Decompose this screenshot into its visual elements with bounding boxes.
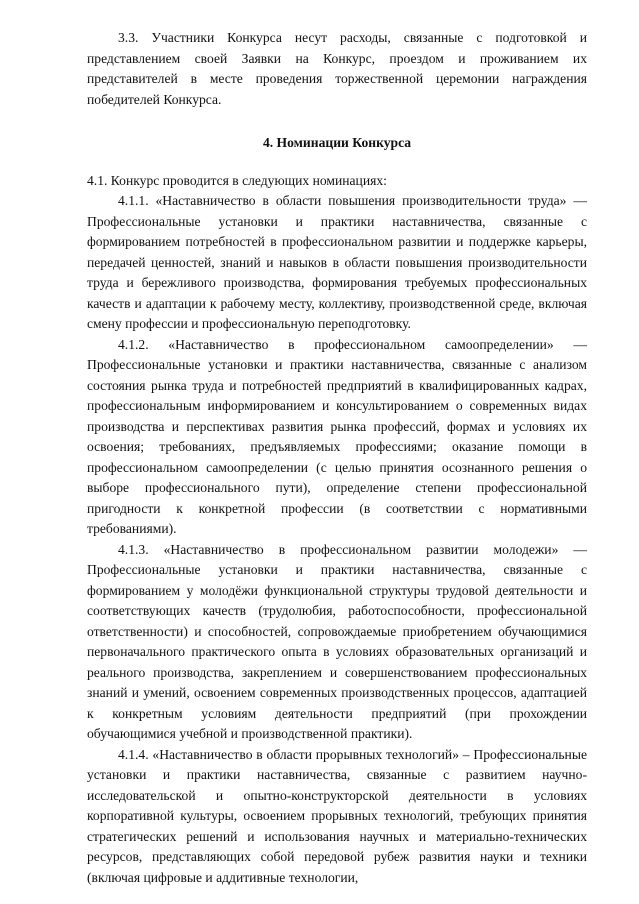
clause-4-1-2: 4.1.2. «Наставничество в профессиональном самоопределении» — Профессиональные установки и практики наставничества, связанные с анализом состояния рынка труда и потребностей предприятий в квалифицированных кадрах, профессиональным информированием и консультированием о современных видах производства и перспективах развития рынка профессий, формах и условиях их освоения; требованиях, предъявляемых профессиями; оказание помощи в профессиональном самоопределении (с целью принятия осознанного решения о выборе профессионального пути), определение степени профессиональной пригодности к конкретной профессии (в соответствии с нормативными требованиями). xyxy=(87,336,587,536)
spacer xyxy=(87,110,587,133)
clause-3-3: 3.3. Участники Конкурса несут расходы, связанные с подготовкой и представлением своей Заявки на Конкурс, проездом и проживанием их представителей в месте проведения торжественной церемонии награждения победителей Конкурса. xyxy=(87,30,587,107)
spacer xyxy=(87,154,587,171)
clause-4-1-1: 4.1.1. «Наставничество в области повышения производительности труда» — Профессиональные установки и практики наставничества, связанные с формированием потребностей в профессиональном развитии и поддержке карьеры, передачей ценностей, знаний и навыков в области повышения производительности труда и бережливого производства, формирования требуемых профессиональных качеств и адаптации к рабочему месту, коллективу, производственной среде, включая смену профессии и профессиональную переподготовку. xyxy=(87,193,587,331)
section-4-heading: 4. Номинации Конкурса xyxy=(262,135,412,150)
clause-4-1-3: 4.1.3. «Наставничество в профессиональном развитии молодежи» — Профессиональные установки и практики наставничества, связанные с формированием у молодёжи функциональной структуры трудовой деятельности и соответствующих качеств (трудолюбия, работоспособности, профессиональной ответственности) и способностей, сопровождаемые приобретением обучающимися первоначального практического опыта в условиях образовательных организаций и реального производства, закреплением и совершенствованием профессиональных знаний и умений, освоением современных производственных процессов, адаптацией к конкретным условиям деятельности предприятий (при прохождении обучающимися учебной и производственной практики). xyxy=(87,541,587,741)
clause-4-1: 4.1. Конкурс проводится в следующих номинациях: xyxy=(87,172,387,188)
clause-4-1-4: 4.1.4. «Наставничество в области прорывных технологий» – Профессиональные установки и практики наставничества, связанные с развитием научно-исследовательской и опытно-конструкторской деятельности в условиях корпоративной культуры, освоением прорывных технологий, требующих принятия стратегических решений и использования научных и материально-технических ресурсов, представляющих собой передовой рубеж развития науки и техники (включая цифровые и аддитивные технологии, xyxy=(87,746,587,885)
document-body xyxy=(87,28,587,888)
